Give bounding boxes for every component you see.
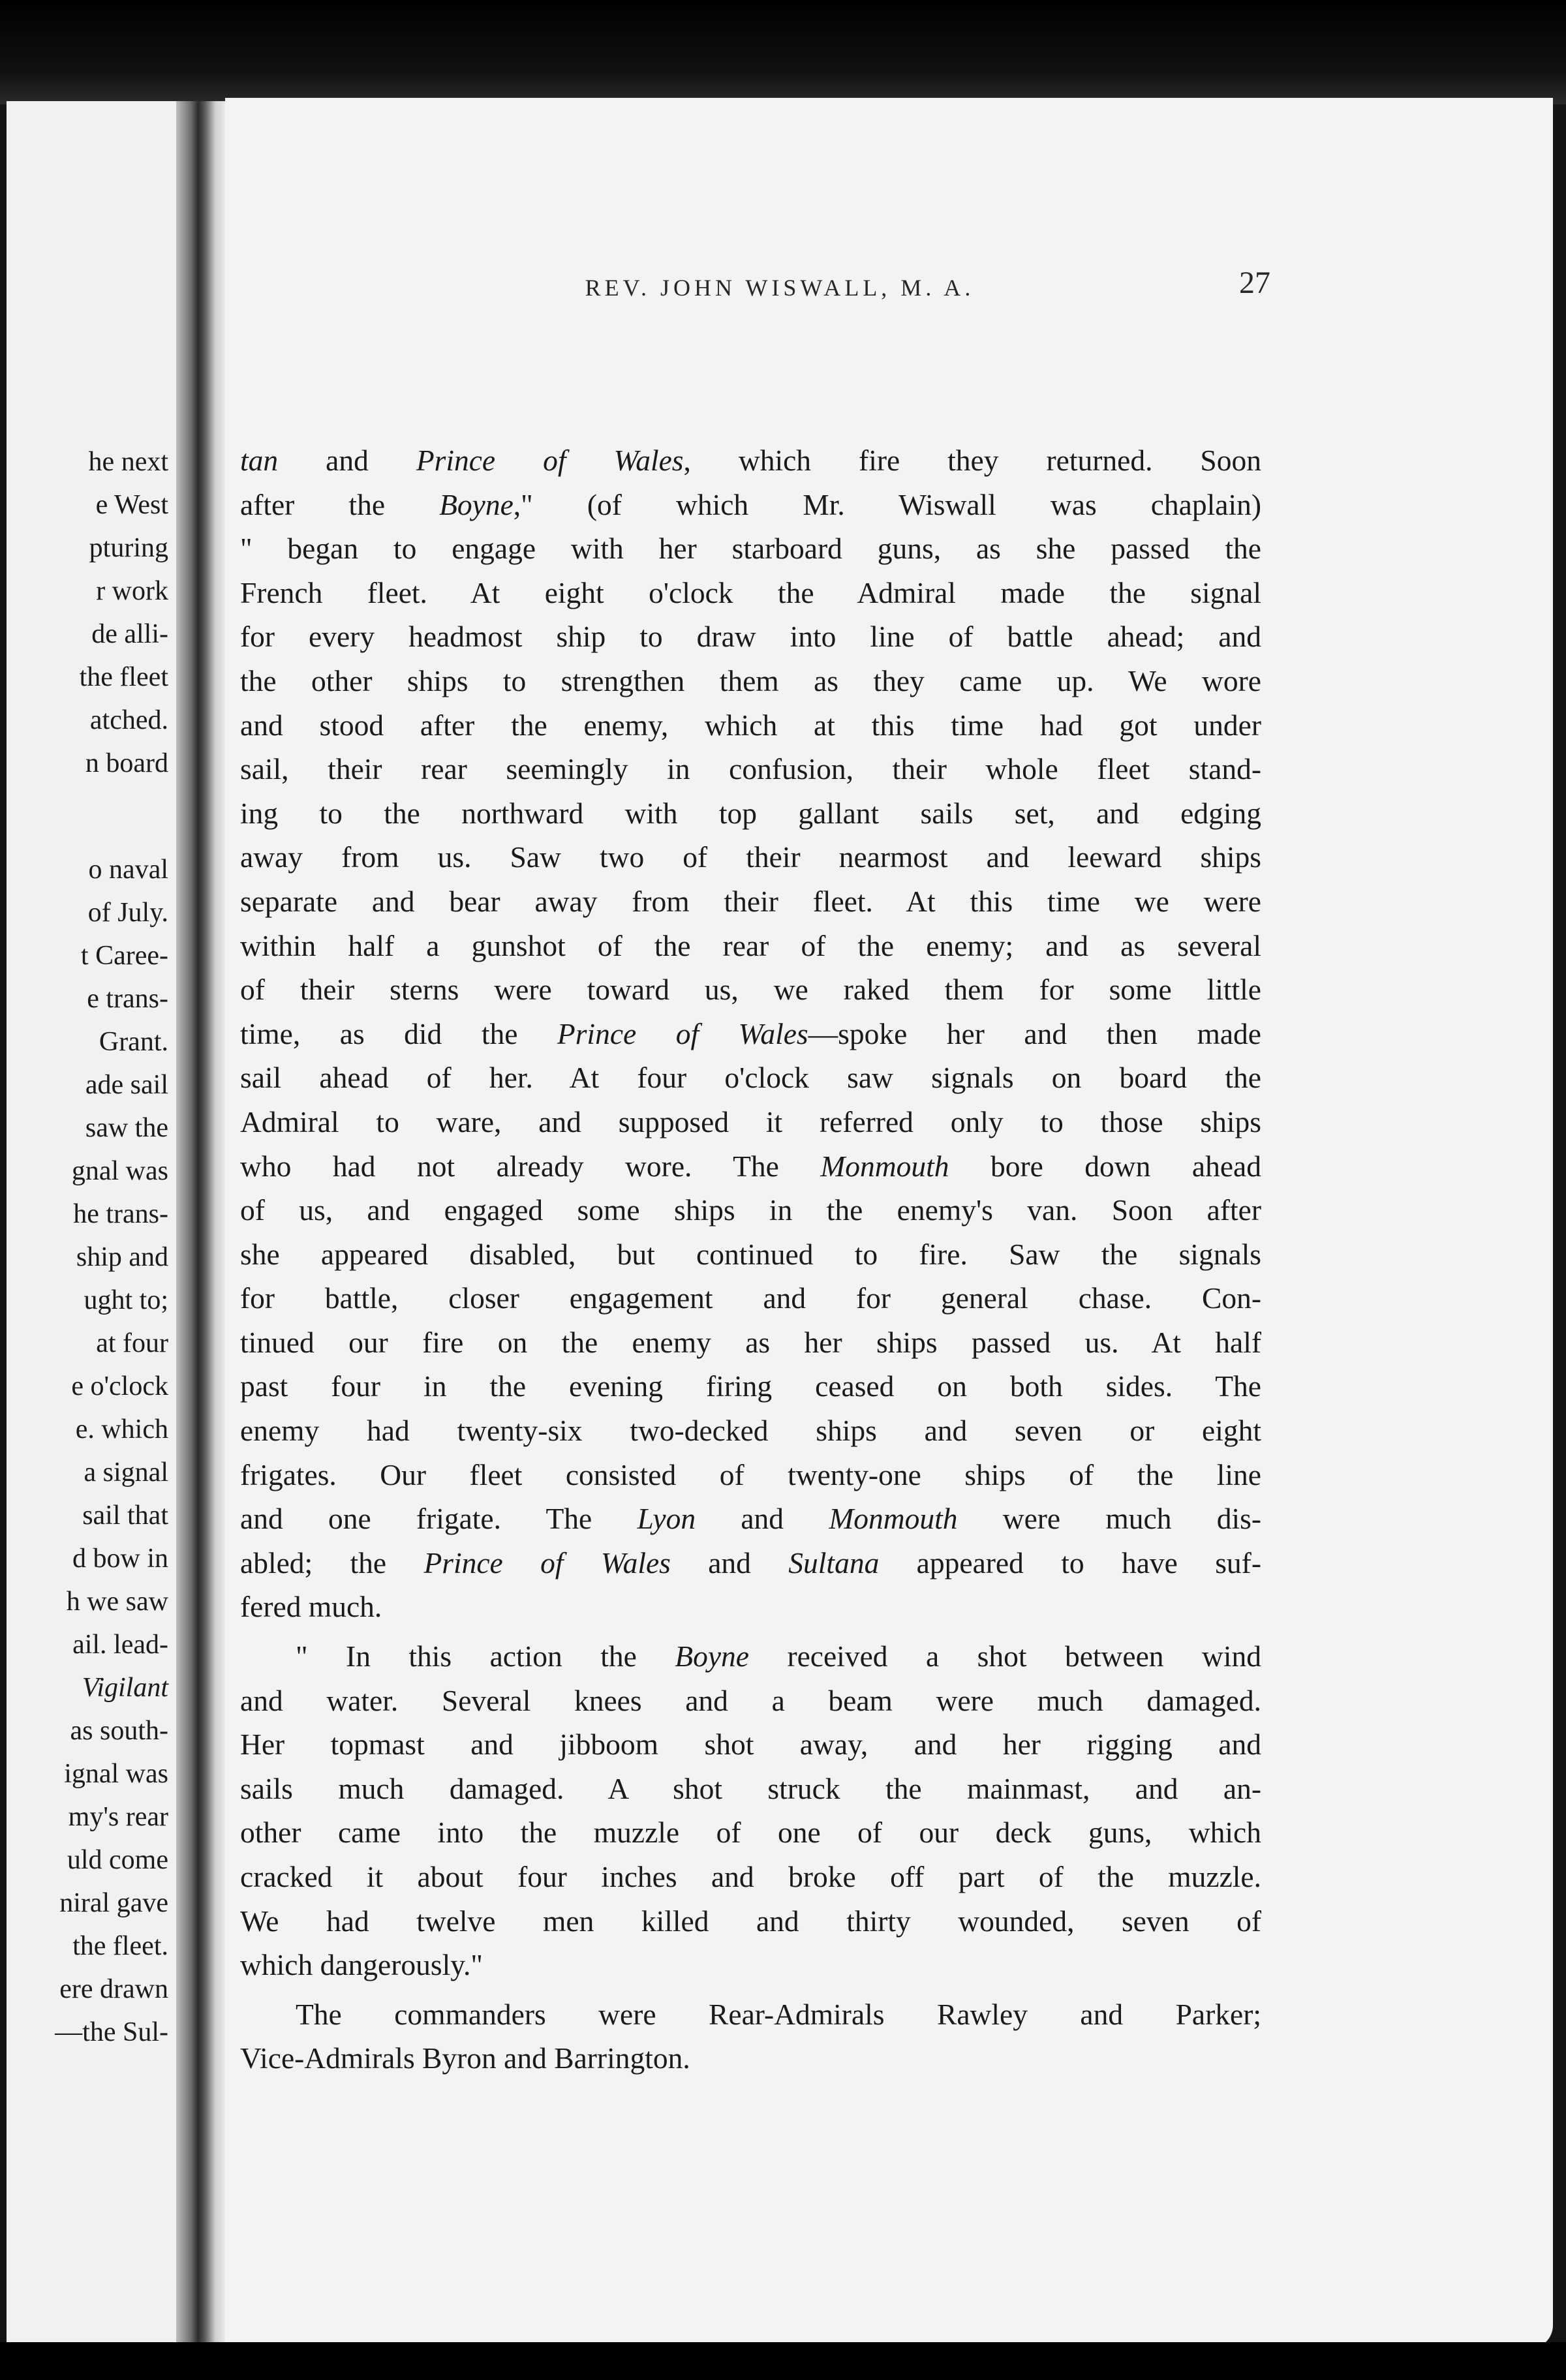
text-line	[240, 1679, 1261, 1723]
running-head: REV. JOHN WISWALL, M. A.	[585, 275, 975, 301]
text-line	[240, 1453, 1261, 1497]
text-run: ing to the northward with top gallant sails set, and edging	[240, 796, 1261, 830]
text-run: and	[670, 1546, 789, 1579]
text-run: tinued our fire on the enemy as her ships passed us. At half	[240, 1325, 1261, 1359]
italic-ship-name: Monmouth	[820, 1149, 949, 1183]
scan-dark-border-top	[0, 0, 1566, 104]
text-line	[240, 1056, 1261, 1100]
text-line	[240, 1634, 1261, 1679]
text-run: and one frigate. The	[240, 1502, 637, 1536]
text-run: the other ships to strengthen them as they came up. We wore	[240, 664, 1261, 697]
left-page-fragment-line: n board	[85, 748, 168, 778]
text-run: past four in the evening firing ceased on both sides. The	[240, 1369, 1261, 1403]
text-line	[240, 438, 1261, 483]
text-run: time, as did the	[240, 1016, 557, 1050]
left-page-fragment-line: e trans-	[87, 984, 168, 1014]
text-run: abled; the	[240, 1546, 424, 1579]
text-run: appeared to have suf-	[879, 1546, 1261, 1579]
text-run: ," (of which Mr. Wiswall was chaplain)	[513, 487, 1262, 521]
left-page-fragment-line: atched.	[89, 705, 168, 735]
text-run: bore down ahead	[949, 1149, 1261, 1183]
text-line	[240, 924, 1261, 968]
text-line	[240, 879, 1261, 924]
text-run: " began to engage with her starboard guns, as she passed the	[240, 532, 1261, 566]
text-line	[240, 1899, 1261, 1944]
italic-ship-name: Lyon	[637, 1502, 696, 1536]
text-run: and	[696, 1502, 829, 1536]
text-line	[240, 615, 1261, 659]
text-line	[240, 1585, 1261, 1629]
text-run: who had not already wore. The	[240, 1149, 821, 1183]
text-line	[240, 1100, 1261, 1144]
text-line	[240, 1144, 1261, 1189]
text-line	[240, 968, 1261, 1012]
left-page-fragment-line: at four	[96, 1328, 168, 1358]
italic-ship-name: Monmouth	[829, 1502, 958, 1536]
text-line	[240, 1364, 1261, 1409]
text-run: which dangerously."	[240, 1948, 483, 1982]
text-run: , which fire they returned. Soon	[683, 444, 1261, 477]
text-run: We had twelve men killed and thirty wounded, seven of	[240, 1904, 1261, 1938]
left-page-fragment-line: he next	[88, 447, 168, 477]
left-page-fragment-line: a signal	[84, 1457, 168, 1488]
text-run: frigates. Our fleet consisted of twenty-one ships of the line	[240, 1457, 1261, 1491]
italic-ship-name: Prince of Wales	[416, 444, 684, 477]
left-page-fragment-line: o naval	[88, 855, 168, 885]
left-page-edge	[7, 101, 187, 2345]
left-page-fragment-line: ail. lead-	[72, 1630, 168, 1660]
left-page-fragment-line: e o'clock	[71, 1371, 168, 1401]
text-run: for battle, closer engagement and for general chase. Con-	[240, 1281, 1261, 1315]
text-line	[240, 835, 1261, 879]
text-line	[240, 1276, 1261, 1320]
text-line	[240, 1943, 1261, 1987]
text-line	[240, 1012, 1261, 1056]
left-page-fragment-line: de alli-	[91, 619, 168, 649]
text-line	[240, 659, 1261, 703]
text-line	[240, 747, 1261, 791]
left-page-fragment-line: niral gave	[59, 1888, 168, 1918]
text-line	[240, 791, 1261, 836]
text-run: Her topmast and jibboom shot away, and her rigging and	[240, 1728, 1261, 1762]
text-line	[240, 1232, 1261, 1277]
left-page-fragment-line: —the Sul-	[55, 2017, 168, 2047]
text-line	[240, 1855, 1261, 1899]
text-line	[240, 1409, 1261, 1453]
text-line	[240, 703, 1261, 748]
italic-ship-name: tan	[240, 444, 279, 477]
text-line	[240, 1497, 1261, 1541]
left-page-fragment-block-1	[80, 440, 168, 785]
left-page-fragment-line: ere drawn	[59, 1974, 168, 2004]
left-page-fragment-line: saw the	[85, 1113, 168, 1143]
text-line	[240, 1992, 1261, 2037]
text-line	[240, 1541, 1261, 1585]
text-line	[240, 571, 1261, 615]
left-page-fragment-line: r work	[96, 576, 168, 606]
left-page-fragment-line: gnal was	[71, 1156, 168, 1186]
text-run: Admiral to ware, and supposed it referred only to those ships	[240, 1105, 1261, 1138]
left-page-fragment-line: ade sail	[85, 1070, 168, 1100]
left-page-fragment-line: as south-	[70, 1716, 168, 1746]
left-page-fragment-line: ignal was	[64, 1759, 168, 1789]
text-line	[240, 2036, 1261, 2081]
text-run: after the	[240, 487, 440, 521]
text-run: Vice-Admirals Byron and Barrington.	[240, 2041, 690, 2075]
page-number: 27	[1239, 266, 1270, 300]
text-run: sail, their rear seemingly in confusion, their whole fleet stand-	[240, 752, 1261, 786]
text-run: and water. Several knees and a beam were much damaged.	[240, 1683, 1261, 1717]
text-run: and stood after the enemy, which at this time had got under	[240, 708, 1261, 742]
scan-dark-border-bottom	[0, 2342, 1566, 2380]
text-run: sail ahead of her. At four o'clock saw signals on board the	[240, 1061, 1261, 1095]
text-run: " In this action the	[296, 1640, 675, 1673]
left-page-fragment-line: my's rear	[68, 1802, 168, 1832]
italic-ship-name: Boyne	[439, 487, 514, 521]
left-page-fragment-line: of July.	[87, 898, 168, 928]
left-page-fragment-line: he trans-	[73, 1199, 168, 1229]
text-run: within half a gunshot of the rear of the enemy; and as several	[240, 928, 1261, 962]
text-line	[240, 1810, 1261, 1855]
text-line	[240, 483, 1261, 527]
text-line	[240, 526, 1261, 571]
left-page-fragment-line: e West	[95, 490, 168, 520]
left-page-fragment-line: uld come	[67, 1845, 168, 1875]
text-line	[240, 1722, 1261, 1767]
text-line	[240, 1767, 1261, 1811]
text-run: —spoke her and then made	[808, 1016, 1261, 1050]
left-page-fragment-block-2	[55, 848, 168, 2054]
book-gutter	[176, 101, 228, 2345]
text-line	[240, 1188, 1261, 1232]
text-run: were much dis-	[957, 1502, 1261, 1536]
left-page-fragment-line: t Caree-	[80, 941, 168, 971]
italic-ship-name: Boyne	[675, 1640, 749, 1673]
left-page-fragment-line: e. which	[75, 1414, 168, 1444]
italic-ship-name: Sultana	[788, 1546, 880, 1579]
left-page-fragment-line: h we saw	[66, 1587, 168, 1617]
text-run: and	[278, 444, 416, 477]
left-page-fragment-line: Vigilant	[82, 1673, 168, 1703]
text-run: other came into the muzzle of one of our deck guns, which	[240, 1816, 1261, 1850]
left-page-fragment-line: the fleet	[79, 662, 168, 692]
text-run: fered much.	[240, 1590, 382, 1624]
left-page-fragment-line: ught to;	[84, 1285, 168, 1315]
left-page-fragment-line: d bow in	[72, 1544, 168, 1574]
text-run: French fleet. At eight o'clock the Admiral made the signal	[240, 575, 1261, 609]
left-page-fragment-line: the fleet.	[72, 1931, 168, 1961]
text-run: of their sterns were toward us, we raked them for some little	[240, 973, 1261, 1007]
text-run: she appeared disabled, but continued to fire. Saw the signals	[240, 1237, 1261, 1271]
text-run: for every headmost ship to draw into line of battle ahead; and	[240, 620, 1261, 654]
left-page-fragment-line: Grant.	[99, 1027, 168, 1057]
text-run: received a shot between wind	[748, 1640, 1261, 1673]
text-line	[240, 1320, 1261, 1365]
text-run: separate and bear away from their fleet. At this time we were	[240, 884, 1261, 918]
left-page-fragment-line: sail that	[82, 1501, 168, 1531]
italic-ship-name: Prince of Wales	[557, 1016, 808, 1050]
text-run: away from us. Saw two of their nearmost and leeward ships	[240, 840, 1261, 874]
body-text	[240, 438, 1261, 2081]
text-run: of us, and engaged some ships in the enemy's van. Soon after	[240, 1193, 1261, 1227]
text-run: cracked it about four inches and broke off part of the muzzle.	[240, 1860, 1261, 1893]
text-run: The commanders were Rear-Admirals Rawley and Parker;	[296, 1997, 1261, 2031]
text-run: sails much damaged. A shot struck the mainmast, and an-	[240, 1771, 1261, 1805]
left-page-fragment-line: pturing	[89, 533, 168, 563]
text-run: enemy had twenty-six two-decked ships and seven or eight	[240, 1414, 1261, 1448]
left-page-fragment-line: ship and	[76, 1242, 168, 1272]
page-header	[290, 262, 1269, 314]
italic-ship-name: Prince of Wales	[423, 1546, 671, 1579]
